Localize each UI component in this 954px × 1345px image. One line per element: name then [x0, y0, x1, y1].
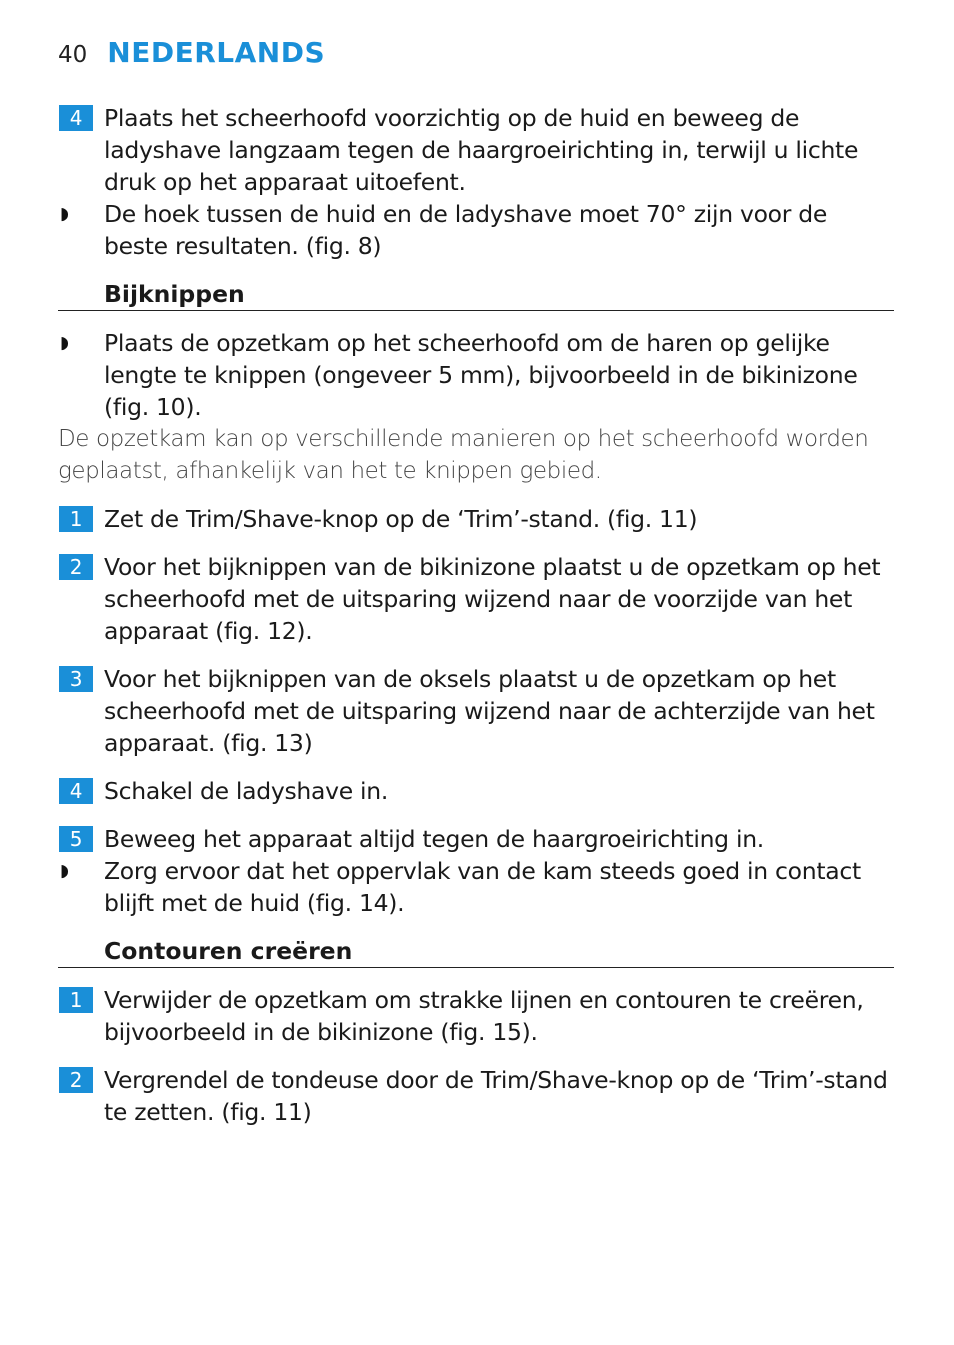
step-number-badge: 1: [59, 987, 93, 1013]
step-item: [58, 1064, 894, 1128]
step-number-badge: 4: [59, 778, 93, 804]
bullet-item: [58, 198, 894, 262]
step-number-badge: 3: [59, 666, 93, 692]
step-number-badge: 2: [59, 1067, 93, 1093]
step-number-badge: 1: [59, 506, 93, 532]
step-item: [58, 551, 894, 647]
bullet-icon: ◗: [60, 333, 69, 353]
step-number-badge: 4: [59, 105, 93, 131]
page-header: [58, 36, 325, 69]
step-text: Vergrendel de tondeuse door de Trim/Shave-knop op de ‘Trim’-stand te zetten. (fig. 11): [104, 1066, 888, 1126]
bullet-icon: ◗: [60, 204, 69, 224]
step-item: [58, 823, 894, 855]
body-paragraph: De opzetkam kan op verschillende manieren op het scheerhoofd worden geplaatst, afhankelijk van het te knippen gebied.: [58, 426, 869, 484]
page-content: [58, 102, 894, 1128]
step-item: [58, 102, 894, 198]
step-text: Zet de Trim/Shave-knop op de ‘Trim’-stand. (fig. 11): [104, 505, 698, 533]
bullet-text: Plaats de opzetkam op het scheerhoofd om de haren op gelijke lengte te knippen (ongeveer 5 mm), bijvoorbeeld in de bikinizone (fig. 10).: [104, 329, 858, 421]
page-number: 40: [58, 42, 88, 68]
step-text: Verwijder de opzetkam om strakke lijnen en contouren te creëren, bijvoorbeeld in de bikinizone (fig. 15).: [104, 986, 864, 1046]
step-number-badge: 5: [59, 826, 93, 852]
step-text: Voor het bijknippen van de bikinizone plaatst u de opzetkam op het scheerhoofd met de uitsparing wijzend naar de voorzijde van het apparaat (fig. 12).: [104, 553, 881, 645]
step-text: Voor het bijknippen van de oksels plaatst u de opzetkam op het scheerhoofd met de uitsparing wijzend naar de achterzijde van het apparaat. (fig. 13): [104, 665, 875, 757]
language-title: NEDERLANDS: [107, 36, 326, 69]
step-text: Schakel de ladyshave in.: [104, 777, 389, 805]
step-item: [58, 775, 894, 807]
bullet-text: De hoek tussen de huid en de ladyshave moet 70° zijn voor de beste resultaten. (fig. 8): [104, 200, 828, 260]
step-item: [58, 503, 894, 535]
section-heading-contouren: Contouren creëren: [104, 937, 353, 965]
step-number-badge: 2: [59, 554, 93, 580]
step-item: [58, 663, 894, 759]
section-heading-bijknippen: Bijknippen: [104, 280, 245, 308]
step-text: Plaats het scheerhoofd voorzichtig op de huid en beweeg de ladyshave langzaam tegen de haargroeirichting in, terwijl u lichte druk op het apparaat uitoefent.: [104, 104, 859, 196]
bullet-item: [58, 855, 894, 919]
bullet-icon: ◗: [60, 861, 69, 881]
step-text: Beweeg het apparaat altijd tegen de haargroeirichting in.: [104, 825, 764, 853]
bullet-item: [58, 327, 894, 423]
bullet-text: Zorg ervoor dat het oppervlak van de kam steeds goed in contact blijft met de huid (fig. 14).: [104, 857, 861, 917]
step-item: [58, 984, 894, 1048]
